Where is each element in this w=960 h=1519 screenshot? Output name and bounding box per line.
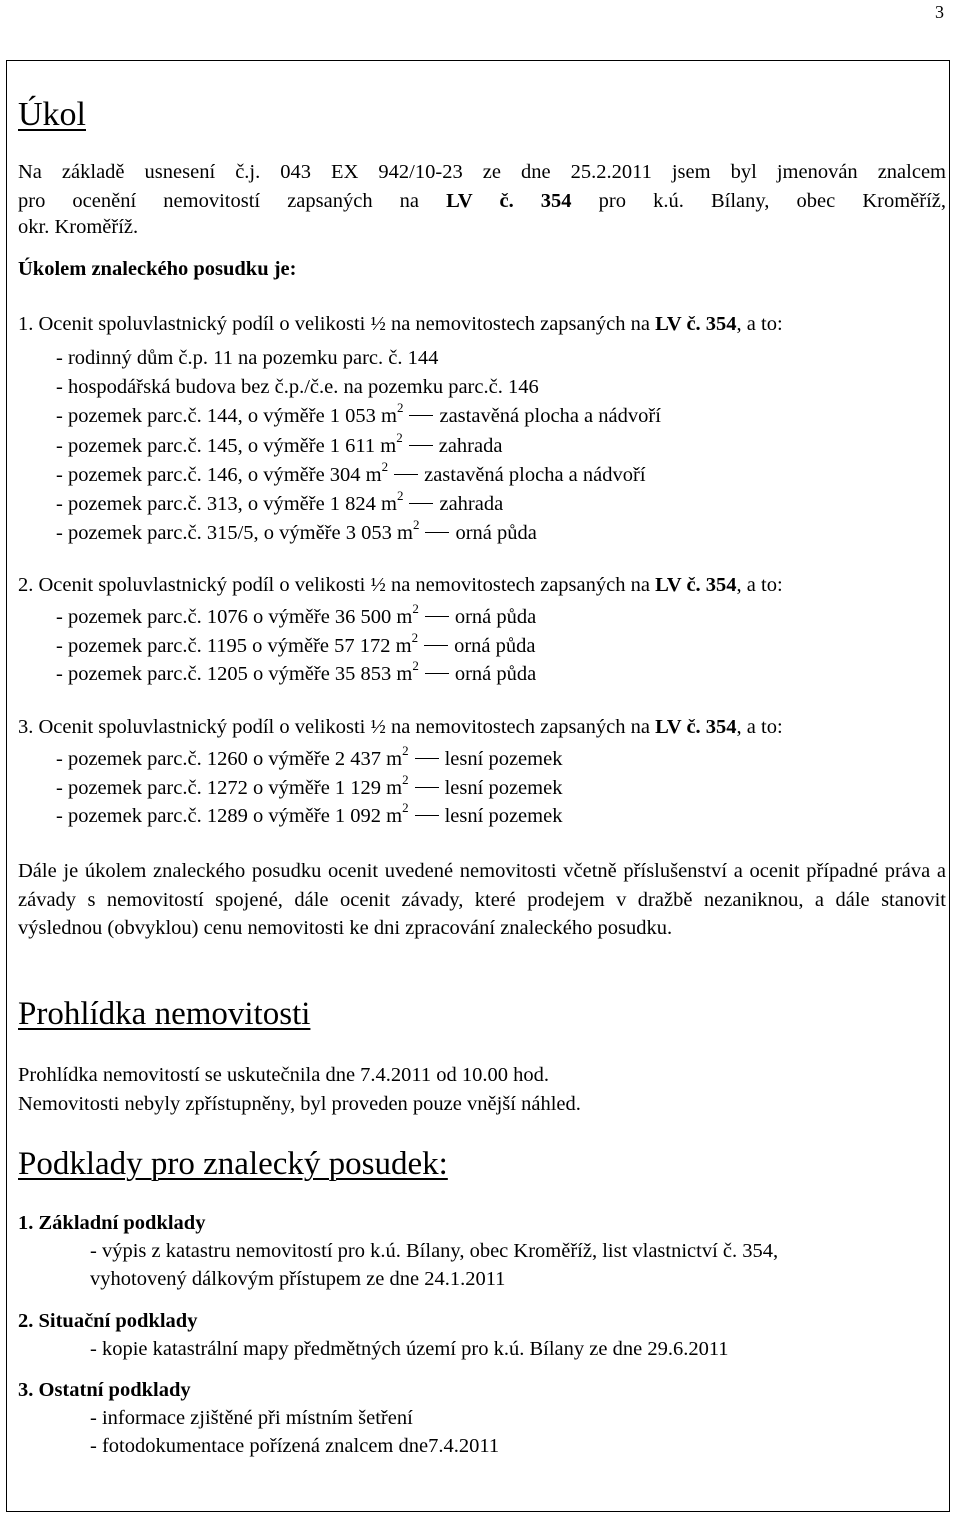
intro-line-3: okr. Kroměříž. (18, 216, 139, 238)
dash-rule (425, 673, 449, 674)
area-unit-exponent: 2 (412, 658, 419, 673)
page-number: 3 (935, 2, 944, 22)
task3-item (56, 771, 563, 800)
dash-rule (424, 645, 448, 646)
task3-item-usage: lesní pozemek (444, 805, 563, 827)
dash-rule (415, 758, 439, 759)
dash-rule (409, 503, 433, 504)
sources-group-3-title: 3. Ostatní podklady (18, 1379, 191, 1401)
task1-suffix: , a to: (736, 313, 783, 335)
task1-item (56, 517, 537, 545)
dash-rule (425, 616, 449, 617)
task-heading: Úkolem znaleckého posudku je: (18, 258, 297, 280)
dash-rule (415, 815, 439, 816)
task3-item-text: - pozemek parc.č. 1260 o výměře 2 437 m (56, 748, 403, 770)
task2-suffix: , a to: (736, 574, 783, 596)
task2-item-usage: orná půda (454, 606, 537, 628)
task1-item-text: - pozemek parc.č. 313, o výměře 1 824 m (56, 493, 397, 515)
dash-rule (394, 474, 418, 475)
intro-text-c: pro k.ú. Bílany, obec Kroměříž, (571, 190, 946, 212)
task1-item-usage: orná půda (455, 522, 537, 545)
task1-item (56, 347, 438, 370)
area-unit-exponent: 2 (412, 601, 419, 616)
task1-item-text: - pozemek parc.č. 146, o výměře 304 m (56, 463, 382, 486)
sources-group-1-line-2: vyhotovený dálkovým přístupem ze dne 24.1.2011 (90, 1268, 506, 1290)
task2-item-text: - pozemek parc.č. 1076 o výměře 36 500 m (56, 606, 413, 628)
task3-item (56, 743, 563, 771)
area-unit-exponent: 2 (381, 458, 389, 474)
inspection-line-1: Prohlídka nemovitostí se uskutečnila dne 7.4.2011 od 10.00 hod. (18, 1064, 550, 1086)
task1-lv: LV č. 354 (655, 313, 737, 335)
task2-item (56, 601, 537, 629)
task2-title (18, 574, 783, 597)
task2-item-text: - pozemek parc.č. 1205 o výměře 35 853 m (56, 663, 413, 685)
task2-item-usage: orná půda (454, 663, 537, 685)
task1-item (56, 400, 661, 428)
sources-group-1-title: 1. Základní podklady (18, 1212, 206, 1234)
task2-item (56, 629, 536, 658)
task1-item (56, 429, 503, 458)
task2-lv: LV č. 354 (655, 574, 737, 596)
task3-item-text: - pozemek parc.č. 1272 o výměře 1 129 m (56, 776, 403, 799)
intro-line-1: Na základě usnesení č.j. 043 EX 942/10-23 ze dne 25.2.2011 jsem byl jmenován znalcem (18, 161, 946, 183)
sources-group-2-title: 2. Situační podklady (18, 1310, 198, 1332)
intro-line-2 (18, 187, 946, 216)
task1-item (56, 458, 646, 487)
inspection-line-2: Nemovitosti nebyly zpřístupněny, byl proveden pouze vnější náhled. (18, 1093, 581, 1115)
further-task-paragraph: Dále je úkolem znaleckého posudku ocenit uvedené nemovitosti včetně příslušenství a ocenit případné práva a závady s nemovitostí spojené, dále ocenit závady, které prodejem v dražbě nezaniknou, a dále stanovit výslednou (obvyklou) cenu nemovitosti ke dni zpracování znaleckého posudku. (18, 860, 946, 939)
dash-rule (409, 415, 433, 416)
heading-inspection: Prohlídka nemovitosti (18, 996, 311, 1032)
task3-lv: LV č. 354 (655, 716, 737, 738)
area-unit-exponent: 2 (412, 517, 420, 533)
sources-group-3-line-2: - fotodokumentace pořízená znalcem dne7.4.2011 (90, 1435, 500, 1457)
task2-item-usage: orná půda (454, 634, 536, 657)
task3-item-text: - pozemek parc.č. 1289 o výměře 1 092 m (56, 805, 403, 827)
area-unit-exponent: 2 (402, 800, 409, 815)
task2-prefix: 2. Ocenit spoluvlastnický podíl o velikosti ½ na nemovitostech zapsaných na (18, 574, 656, 596)
area-unit-exponent: 2 (396, 400, 404, 416)
task1-item-text: - rodinný dům č.p. 11 na pozemku parc. č. 144 (56, 347, 439, 369)
area-unit-exponent: 2 (396, 429, 403, 445)
sources-group-3-line-1: - informace zjištěné při místním šetření (90, 1407, 413, 1429)
sources-group-1-line-1: - výpis z katastru nemovitostí pro k.ú. Bílany, obec Kroměříž, list vlastnictví č. 354, (90, 1240, 779, 1262)
task3-suffix: , a to: (736, 716, 783, 738)
task1-item-text: - pozemek parc.č. 144, o výměře 1 053 m (56, 405, 397, 428)
task1-item-text: - pozemek parc.č. 315/5, o výměře 3 053 m (56, 522, 413, 545)
task2-item-text: - pozemek parc.č. 1195 o výměře 57 172 m (56, 634, 412, 657)
area-unit-exponent: 2 (402, 771, 409, 787)
task3-title (18, 716, 783, 739)
task1-item-text: - pozemek parc.č. 145, o výměře 1 611 m (56, 434, 397, 457)
dash-rule (409, 445, 433, 446)
task1-title (18, 313, 783, 336)
task1-item-usage: zahrada (439, 493, 504, 515)
task3-prefix: 3. Ocenit spoluvlastnický podíl o velikosti ½ na nemovitostech zapsaných na (18, 716, 656, 738)
task1-item-usage: zahrada (438, 434, 503, 457)
dash-rule (415, 787, 439, 788)
dash-rule (425, 532, 449, 533)
intro-text-a: pro ocenění nemovitostí zapsaných na (18, 190, 447, 212)
task3-item (56, 800, 563, 828)
task1-item-usage: zastavěná plocha a nádvoří (439, 405, 661, 428)
task3-item-usage: lesní pozemek (444, 748, 563, 770)
area-unit-exponent: 2 (396, 488, 404, 503)
sources-group-2-line-1: - kopie katastrální mapy předmětných území pro k.ú. Bílany ze dne 29.6.2011 (90, 1338, 729, 1360)
heading-ukol: Úkol (18, 96, 86, 133)
area-unit-exponent: 2 (402, 743, 409, 758)
heading-sources: Podklady pro znalecký posudek: (18, 1146, 448, 1182)
task1-item-usage: zastavěná plocha a nádvoří (424, 463, 646, 486)
task3-item-usage: lesní pozemek (444, 776, 563, 799)
task1-item-text: - hospodářská budova bez č.p./č.e. na pozemku parc.č. 146 (56, 376, 539, 399)
area-unit-exponent: 2 (411, 629, 419, 645)
task2-item (56, 658, 537, 686)
task1-item (56, 376, 539, 399)
task1-prefix: 1. Ocenit spoluvlastnický podíl o velikosti ½ na nemovitostech zapsaných na (18, 313, 656, 335)
task1-item (56, 488, 504, 516)
intro-lv-number: LV č. 354 (446, 190, 572, 212)
